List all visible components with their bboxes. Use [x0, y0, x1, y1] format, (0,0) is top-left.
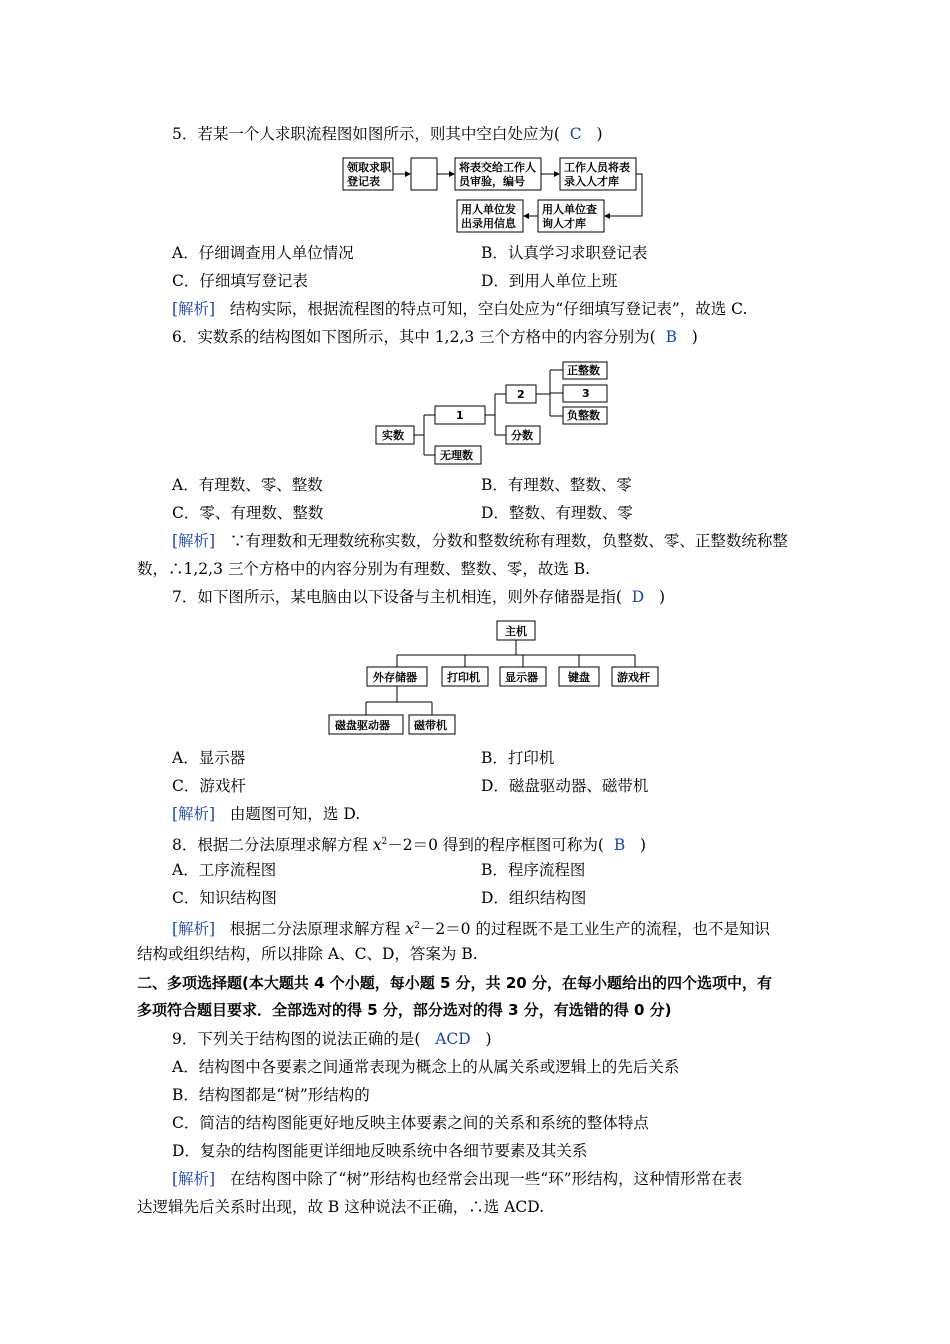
q6-real-number-tree: [370, 358, 620, 468]
q7-label-tape: 磁带机: [414, 719, 447, 732]
q7-label-monitor: 显示器: [505, 671, 538, 684]
q5-analysis: [解析] 结构实际，根据流程图的特点可知，空白处应为“仔细填写登记表”，故选 C.: [172, 300, 748, 318]
q7-label-external-storage: 外存储器: [373, 671, 417, 684]
q8-answer: B: [613, 836, 626, 854]
q5-box4-l2: 录入人才库: [564, 175, 619, 188]
q9-analysis-tag: [解析]: [172, 1170, 216, 1188]
q6-label-2: 2: [517, 388, 525, 401]
q8-option-b: B．程序流程图: [481, 861, 586, 879]
q9-analysis-l2: 达逻辑先后关系时出现，故 B 这种说法不正确，∴选 ACD.: [137, 1198, 545, 1216]
q9-option-d: D．复杂的结构图能更详细地反映系统中各细节要素及其关系: [172, 1142, 588, 1160]
q6-label-root: 实数: [382, 429, 404, 442]
q7-option-d: D．磁盘驱动器、磁带机: [481, 777, 649, 795]
q5-option-a: A．仔细调查用人单位情况: [172, 244, 354, 262]
q5-flowchart: [340, 155, 650, 235]
q7-analysis-tag: [解析]: [172, 805, 216, 823]
q6-label-positive: 正整数: [567, 364, 600, 377]
q8-option-a: A．工序流程图: [172, 861, 277, 879]
q8-option-c: C．知识结构图: [172, 889, 277, 907]
q6-label-fraction: 分数: [511, 429, 533, 442]
q9-answer: ACD: [435, 1030, 471, 1048]
q7-analysis: [解析] 由题图可知，选 D.: [172, 805, 361, 823]
q9-analysis-l1: [解析] 在结构图中除了“树”形结构也经常会出现一些“环”形结构，这种情形常在表: [172, 1170, 743, 1188]
q7-option-b: B．打印机: [481, 749, 555, 767]
q7-option-c: C．游戏杆: [172, 777, 246, 795]
q7-computer-tree: [325, 617, 665, 739]
q5-box5-l1: 用人单位查: [542, 203, 597, 216]
q6-option-b: B．有理数、整数、零: [481, 476, 632, 494]
q5-box6-l2: 出录用信息: [461, 217, 516, 230]
q6-option-d: D．整数、有理数、零: [481, 504, 633, 522]
q7-label-keyboard: 键盘: [568, 671, 590, 684]
q8-analysis-l2: 结构或组织结构，所以排除 A、C、D，答案为 B.: [137, 945, 478, 963]
q7-answer: D: [631, 588, 645, 606]
q6-label-3: 3: [582, 387, 590, 400]
q8-analysis-l1: [解析] 根据二分法原理求解方程 $x^2-2=0$ 的过程既不是工业生产的流程，也不是知识: [172, 920, 770, 938]
q6-label-negative: 负整数: [567, 409, 600, 422]
q8-analysis-tag: [解析]: [172, 920, 216, 938]
q5-option-d: D．到用人单位上班: [481, 272, 618, 290]
q5-box6-l1: 用人单位发: [461, 203, 516, 216]
q7-stem: 7．如下图所示，某电脑由以下设备与主机相连，则外存储器是指( D ): [172, 588, 666, 606]
q8-option-d: D．组织结构图: [481, 889, 587, 907]
q5-option-c: C．仔细填写登记表: [172, 272, 308, 290]
q8-stem: 8．根据二分法原理求解方程 $x^2-2=0$ 得到的程序框图可称为( B ): [172, 836, 647, 854]
q5-box3-l2: 员审验，编号: [459, 175, 525, 188]
section2-header-l2: 多项符合题目要求．全部选对的得 5 分，部分选对的得 3 分，有选错的得 0 分): [137, 1001, 672, 1019]
q9-option-c: C．简洁的结构图能更好地反映主体要素之间的关系和系统的整体特点: [172, 1114, 649, 1132]
q6-analysis-tag: [解析]: [172, 532, 216, 550]
q5-box3-l1: 将表交给工作人: [459, 161, 536, 174]
q5-box1-l2: 登记表: [347, 175, 380, 188]
q6-option-a: A．有理数、零、整数: [172, 476, 323, 494]
q7-label-root: 主机: [505, 625, 527, 638]
q6-label-irrational: 无理数: [440, 449, 473, 462]
q7-label-joystick: 游戏杆: [617, 671, 650, 684]
q5-analysis-tag: [解析]: [172, 300, 216, 318]
q7-label-disk-drive: 磁盘驱动器: [335, 719, 390, 732]
q6-option-c: C．零、有理数、整数: [172, 504, 324, 522]
q9-option-a: A．结构图中各要素之间通常表现为概念上的从属关系或逻辑上的先后关系: [172, 1058, 680, 1076]
q6-analysis-l2: 数，∴1,2,3 三个方格中的内容分别为有理数、整数、零，故选 B.: [137, 560, 591, 578]
q5-option-b: B．认真学习求职登记表: [481, 244, 648, 262]
q6-label-1: 1: [456, 409, 464, 422]
q7-label-printer: 打印机: [447, 671, 480, 684]
q6-stem: 6．实数系的结构图如下图所示，其中 1,2,3 三个方格中的内容分别为( B ): [172, 328, 698, 346]
q9-option-b: B．结构图都是“树”形结构的: [172, 1086, 370, 1104]
q5-box5-l2: 询人才库: [542, 217, 586, 230]
q5-answer: C: [569, 125, 582, 143]
q5-box4-l1: 工作人员将表: [564, 161, 630, 174]
q5-box-blank: [411, 158, 437, 190]
section2-header-l1: 二、多项选择题(本大题共 4 个小题，每小题 5 分，共 20 分，在每小题给出的四个选项中，有: [137, 974, 772, 992]
q7-option-a: A．显示器: [172, 749, 246, 767]
q9-stem: 9．下列关于结构图的说法正确的是( ACD ): [172, 1030, 492, 1048]
q5-stem: 5．若某一个人求职流程图如图所示，则其中空白处应为( C ): [172, 125, 603, 143]
q6-answer: B: [665, 328, 677, 346]
q5-box1-l1: 领取求职: [347, 161, 391, 174]
q6-analysis-l1: [解析] ∵有理数和无理数统称实数，分数和整数统称有理数，负整数、零、正整数统称整: [172, 532, 788, 550]
